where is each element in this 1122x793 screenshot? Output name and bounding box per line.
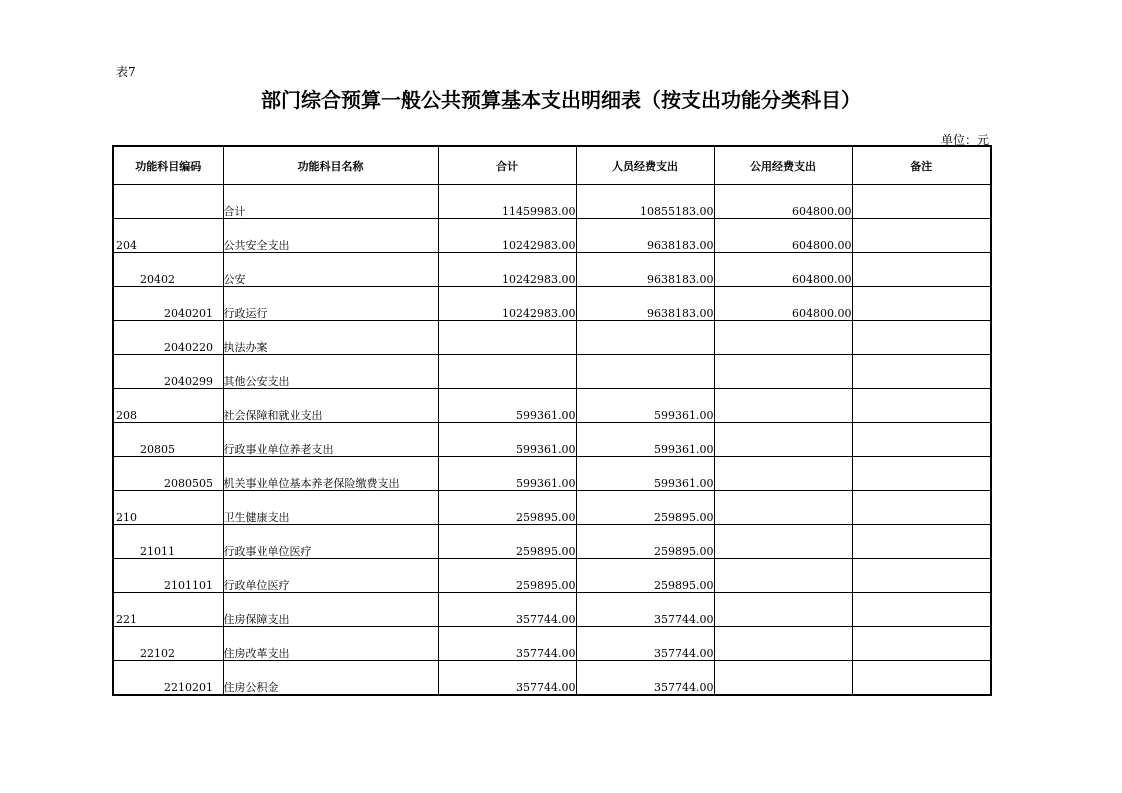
personnel-expense-cell: 9638183.00 [576, 253, 714, 287]
function-code-cell: 221 [113, 593, 223, 627]
personnel-expense-cell [576, 355, 714, 389]
personnel-expense-cell [576, 321, 714, 355]
function-name-cell: 公安 [223, 253, 438, 287]
table-row [113, 287, 991, 321]
function-name-cell: 机关事业单位基本养老保险缴费支出 [223, 457, 438, 491]
personnel-expense-cell: 10855183.00 [576, 185, 714, 219]
table-row [113, 185, 991, 219]
total-cell: 357744.00 [438, 627, 576, 661]
function-code-cell: 22102 [113, 627, 223, 661]
note-cell [852, 389, 991, 423]
function-name-cell: 卫生健康支出 [223, 491, 438, 525]
function-code-cell: 2101101 [113, 559, 223, 593]
table-row [113, 627, 991, 661]
column-header: 功能科目名称 [223, 146, 438, 185]
total-cell: 357744.00 [438, 661, 576, 696]
public-expense-cell [714, 423, 852, 457]
personnel-expense-cell: 259895.00 [576, 491, 714, 525]
note-cell [852, 287, 991, 321]
function-name-cell: 住房保障支出 [223, 593, 438, 627]
personnel-expense-cell: 259895.00 [576, 559, 714, 593]
total-cell: 599361.00 [438, 423, 576, 457]
function-name-cell: 住房公积金 [223, 661, 438, 696]
table-row [113, 253, 991, 287]
public-expense-cell: 604800.00 [714, 253, 852, 287]
personnel-expense-cell: 357744.00 [576, 661, 714, 696]
note-cell [852, 491, 991, 525]
public-expense-cell [714, 627, 852, 661]
function-code-cell: 2040220 [113, 321, 223, 355]
public-expense-cell [714, 355, 852, 389]
unit-label: 单位：元 [940, 133, 989, 147]
public-expense-cell: 604800.00 [714, 219, 852, 253]
total-cell: 11459983.00 [438, 185, 576, 219]
column-header: 功能科目编码 [113, 146, 223, 185]
function-code-cell: 210 [113, 491, 223, 525]
total-cell: 10242983.00 [438, 253, 576, 287]
table-row [113, 423, 991, 457]
table-row [113, 559, 991, 593]
personnel-expense-cell: 259895.00 [576, 525, 714, 559]
function-name-cell: 执法办案 [223, 321, 438, 355]
function-code-cell: 2080505 [113, 457, 223, 491]
total-cell: 259895.00 [438, 559, 576, 593]
personnel-expense-cell: 9638183.00 [576, 219, 714, 253]
total-cell: 599361.00 [438, 457, 576, 491]
public-expense-cell: 604800.00 [714, 287, 852, 321]
function-code-cell: 208 [113, 389, 223, 423]
function-code-cell: 20402 [113, 253, 223, 287]
function-name-cell: 行政事业单位养老支出 [223, 423, 438, 457]
column-header: 公用经费支出 [714, 146, 852, 185]
function-name-cell: 其他公安支出 [223, 355, 438, 389]
public-expense-cell [714, 559, 852, 593]
note-cell [852, 457, 991, 491]
function-name-cell: 社会保障和就业支出 [223, 389, 438, 423]
note-cell [852, 423, 991, 457]
function-name-cell: 行政运行 [223, 287, 438, 321]
total-cell: 599361.00 [438, 389, 576, 423]
total-cell: 10242983.00 [438, 219, 576, 253]
public-expense-cell [714, 389, 852, 423]
note-cell [852, 559, 991, 593]
note-cell [852, 627, 991, 661]
note-cell [852, 525, 991, 559]
column-header: 人员经费支出 [576, 146, 714, 185]
public-expense-cell [714, 525, 852, 559]
function-code-cell [113, 185, 223, 219]
table-row [113, 525, 991, 559]
public-expense-cell [714, 321, 852, 355]
function-name-cell: 行政单位医疗 [223, 559, 438, 593]
table-row [113, 593, 991, 627]
table-row [113, 321, 991, 355]
personnel-expense-cell: 599361.00 [576, 457, 714, 491]
total-cell: 10242983.00 [438, 287, 576, 321]
table-row [113, 389, 991, 423]
table-row [113, 457, 991, 491]
table-row [113, 355, 991, 389]
table-row [113, 219, 991, 253]
column-header: 备注 [852, 146, 991, 185]
note-cell [852, 661, 991, 696]
column-header: 合计 [438, 146, 576, 185]
note-cell [852, 253, 991, 287]
total-cell: 259895.00 [438, 491, 576, 525]
table-number: 表7 [116, 65, 136, 79]
note-cell [852, 185, 991, 219]
total-cell: 259895.00 [438, 525, 576, 559]
public-expense-cell [714, 593, 852, 627]
page-title: 部门综合预算一般公共预算基本支出明细表（按支出功能分类科目） [261, 88, 861, 112]
function-name-cell: 合计 [223, 185, 438, 219]
function-code-cell: 2210201 [113, 661, 223, 696]
function-code-cell: 2040299 [113, 355, 223, 389]
note-cell [852, 593, 991, 627]
total-cell [438, 321, 576, 355]
note-cell [852, 355, 991, 389]
public-expense-cell [714, 491, 852, 525]
function-code-cell: 20805 [113, 423, 223, 457]
function-code-cell: 204 [113, 219, 223, 253]
function-name-cell: 行政事业单位医疗 [223, 525, 438, 559]
function-code-cell: 2040201 [113, 287, 223, 321]
function-name-cell: 公共安全支出 [223, 219, 438, 253]
note-cell [852, 219, 991, 253]
personnel-expense-cell: 599361.00 [576, 423, 714, 457]
personnel-expense-cell: 357744.00 [576, 593, 714, 627]
personnel-expense-cell: 9638183.00 [576, 287, 714, 321]
expenditure-table [112, 145, 992, 696]
public-expense-cell: 604800.00 [714, 185, 852, 219]
total-cell: 357744.00 [438, 593, 576, 627]
function-code-cell: 21011 [113, 525, 223, 559]
function-name-cell: 住房改革支出 [223, 627, 438, 661]
public-expense-cell [714, 457, 852, 491]
personnel-expense-cell: 357744.00 [576, 627, 714, 661]
public-expense-cell [714, 661, 852, 696]
table-header-row [113, 146, 991, 185]
note-cell [852, 321, 991, 355]
table-row [113, 491, 991, 525]
total-cell [438, 355, 576, 389]
table-body [113, 185, 991, 696]
personnel-expense-cell: 599361.00 [576, 389, 714, 423]
table-row [113, 661, 991, 696]
